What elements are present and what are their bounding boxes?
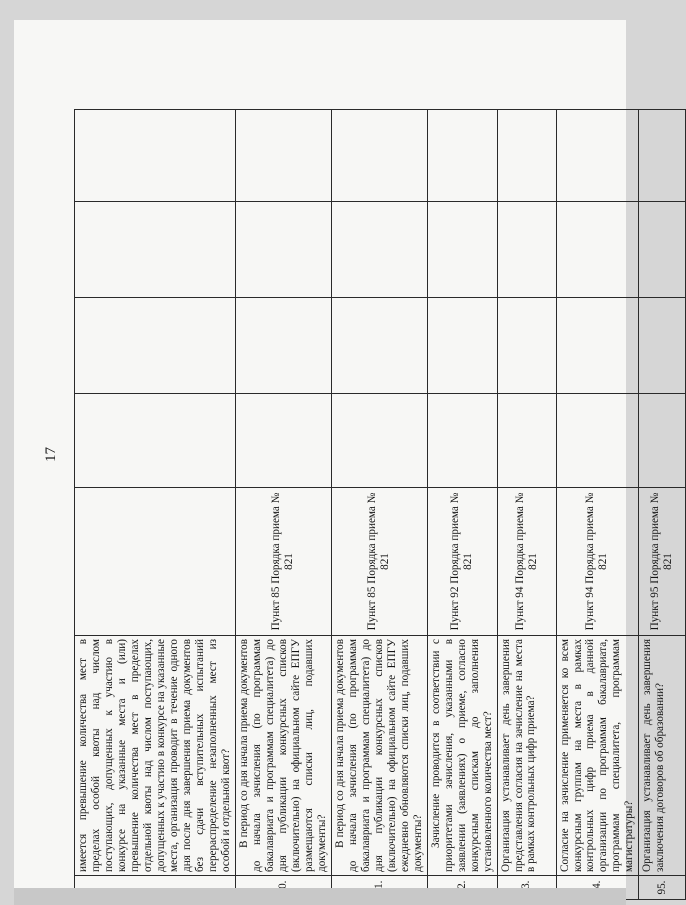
answer-cell	[556, 202, 639, 298]
answer-cell	[427, 394, 497, 488]
question-text: Согласие на зачисление применяется ко всем конкурсным группам на места в рамках контрольных цифр приема в данной организации по программам бакалавриата, программам специалитета, программам магистратуры?	[556, 636, 639, 876]
table-row	[235, 110, 331, 900]
reference-text: Пункт 94 Порядка приема № 821	[556, 488, 639, 636]
reference-text	[75, 488, 236, 636]
checklist-table	[74, 109, 686, 900]
question-text: Зачисление проводится в соответствии с приоритетами зачисления, указанными в заявлении (заявлениях) о приеме, согласно конкурсным спискам до заполнения установленного количества мест?	[427, 636, 497, 876]
question-text: В период со дня начала приема документов до начала зачисления (по программам бакалавриата и программам специалитета) до дня публикации конкурсных списков (включительно) на официальном сайте ЕПГУ размещаются списки лиц, подавших документы?	[235, 636, 331, 876]
reference-text: Пункт 85 Порядка приема № 821	[331, 488, 427, 636]
answer-cell	[639, 202, 686, 298]
answer-cell	[331, 202, 427, 298]
row-number: 95.	[639, 876, 686, 900]
answer-cell	[235, 202, 331, 298]
answer-cell	[331, 394, 427, 488]
answer-cell	[235, 110, 331, 202]
table-row	[75, 110, 236, 900]
answer-cell	[639, 394, 686, 488]
answer-cell	[235, 394, 331, 488]
answer-cell	[497, 298, 556, 394]
answer-cell	[235, 298, 331, 394]
table-row	[497, 110, 556, 900]
answer-cell	[497, 110, 556, 202]
reference-text: Пункт 92 Порядка приема № 821	[427, 488, 497, 636]
question-text: Организация устанавливает день завершения заключения договоров об образовании?	[639, 636, 686, 876]
answer-cell	[427, 298, 497, 394]
scan-edge	[14, 888, 626, 905]
answer-cell	[497, 202, 556, 298]
table-row	[427, 110, 497, 900]
answer-cell	[331, 298, 427, 394]
rotated-table-wrapper	[74, 110, 675, 900]
question-text: Организация устанавливает день завершения представления согласия на зачисление на места в рамках контрольных цифр приема?	[497, 636, 556, 876]
scanned-page	[14, 20, 675, 895]
reference-text: Пункт 94 Порядка приема № 821	[497, 488, 556, 636]
answer-cell	[331, 110, 427, 202]
reference-text: Пункт 85 Порядка приема № 821	[235, 488, 331, 636]
answer-cell	[75, 110, 236, 202]
question-text: имеется превышение количества мест в пределах особой квоты над числом поступающих, допущенных к участию в конкурсе на указанные места и (или) превышение количества мест в пределах отдельной квоты над числом поступающих, допущенных к участию в конкурсе на указанные места, организация проводит в течение одного дня после дня завершения приема документов без сдачи вступительных испытаний перераспределение незаполненных мест из особой и отдельной квот?	[75, 636, 236, 876]
answer-cell	[556, 298, 639, 394]
answer-cell	[556, 110, 639, 202]
answer-cell	[427, 202, 497, 298]
answer-cell	[556, 394, 639, 488]
table-row	[556, 110, 639, 900]
answer-cell	[639, 298, 686, 394]
answer-cell	[639, 110, 686, 202]
answer-cell	[75, 202, 236, 298]
answer-cell	[497, 394, 556, 488]
table-row	[639, 110, 686, 900]
reference-text: Пункт 95 Порядка приема № 821	[639, 488, 686, 636]
table-row	[331, 110, 427, 900]
answer-cell	[75, 394, 236, 488]
question-text: В период со дня начала приема документов до начала зачисления (по программам бакалавриата и программам специалитета) до дня публикации конкурсных списков (включительно) на официальном сайте ЕПГУ ежедневно обновляются списки лиц, подавших документы?	[331, 636, 427, 876]
page-number: 17	[43, 447, 59, 462]
answer-cell	[427, 110, 497, 202]
answer-cell	[75, 298, 236, 394]
